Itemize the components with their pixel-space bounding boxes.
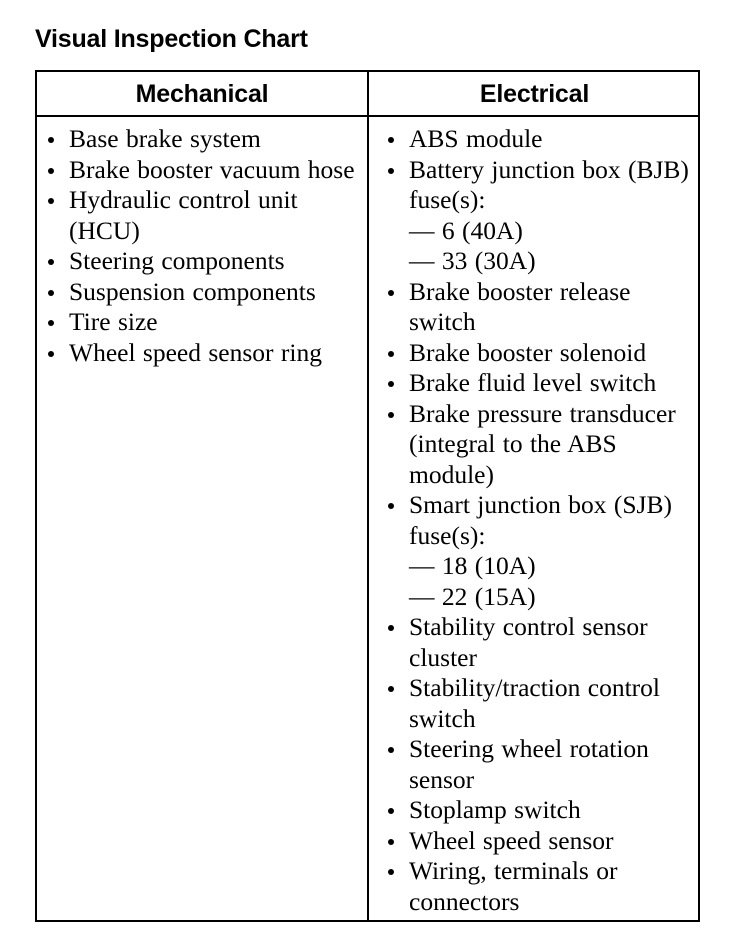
list-item: Suspension components — [69, 276, 316, 306]
list-item: Brake booster vacuum hose — [69, 154, 355, 184]
page-title: Visual Inspection Chart — [35, 25, 308, 53]
list-item: Brake booster solenoid — [409, 337, 647, 367]
header-electrical: Electrical — [479, 80, 590, 108]
fuse-entry: — 33 (30A) — [409, 246, 536, 275]
list-item: Brake booster release switch — [409, 276, 631, 336]
list-item: Steering wheel rotation sensor — [409, 734, 649, 794]
list-item: Wheel speed sensor ring — [69, 337, 322, 367]
list-item: Base brake system — [69, 124, 261, 153]
list-item: ABS module — [409, 124, 543, 153]
list-item: Stoplamp switch — [409, 795, 581, 824]
list-item: Steering components — [69, 246, 285, 275]
list-item: Brake fluid level switch — [409, 368, 657, 397]
list-item: Tire size — [69, 307, 158, 336]
fuse-entry: — 6 (40A) — [409, 215, 523, 245]
list-item: Brake pressure transducer (integral to the ABS module) — [409, 398, 676, 489]
list-item: Smart junction box (SJB) fuse(s): — 18 (10A) — 22 (15A) — [383, 490, 695, 612]
inspection-table — [35, 70, 700, 922]
electrical-list — [383, 124, 695, 917]
list-item: Stability/traction control switch — [409, 673, 660, 733]
list-item: Wiring, terminals or connectors — [409, 856, 618, 916]
list-item: Stability control sensor cluster — [409, 612, 648, 672]
list-item: Battery junction box (BJB) fuse(s): — 6 (40A) — 33 (30A) — [383, 155, 695, 277]
fuse-entry: — 18 (10A) — [409, 551, 536, 580]
list-item: Wheel speed sensor — [409, 825, 614, 855]
header-mechanical: Mechanical — [135, 80, 269, 108]
fuse-entry: — 22 (15A) — [409, 581, 536, 611]
mechanical-list — [43, 124, 361, 368]
header-divider — [37, 115, 698, 117]
column-divider — [367, 72, 369, 920]
list-item: Hydraulic control unit (HCU) — [69, 185, 298, 245]
